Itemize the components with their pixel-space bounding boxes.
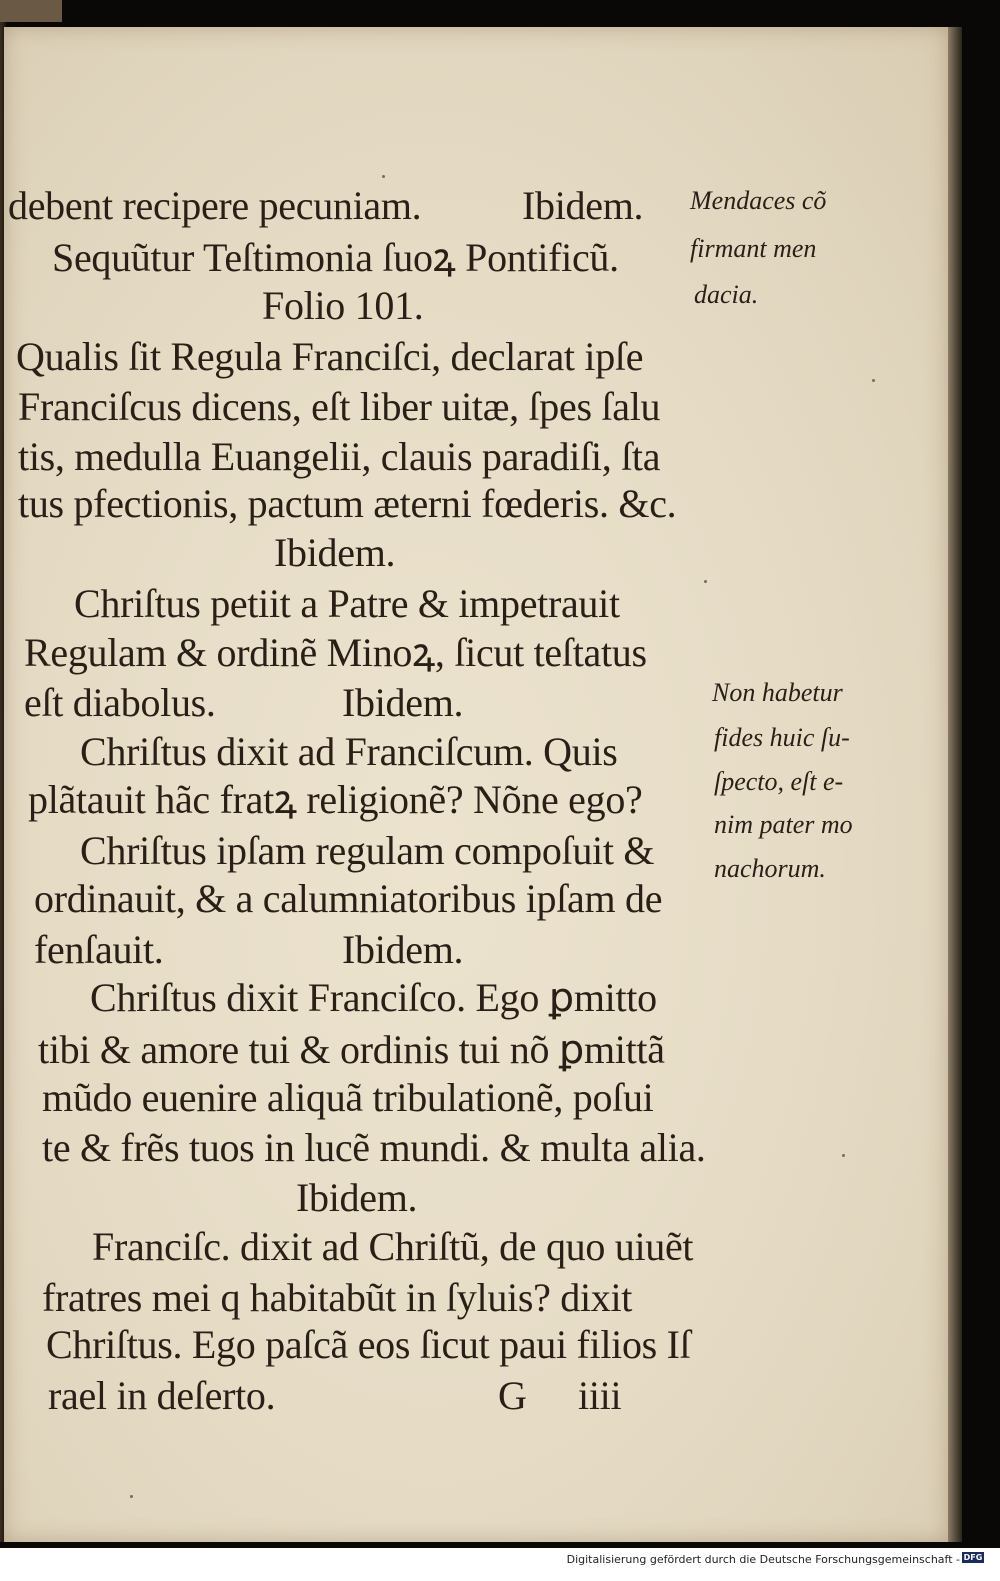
text-line: fenſauit. bbox=[34, 927, 164, 972]
paper-speck bbox=[130, 1495, 133, 1498]
margin-note: Mendaces cõ bbox=[690, 186, 827, 215]
text-line-reference: Ibidem. bbox=[274, 530, 396, 575]
page-fore-edge bbox=[948, 27, 962, 1542]
text-line: Chriſtus. Ego paſcã eos ſicut paui filios Iſ bbox=[46, 1322, 691, 1367]
text-line: rael in deſerto. bbox=[48, 1373, 276, 1418]
paper-speck bbox=[704, 580, 707, 583]
scan-corner-strip bbox=[0, 0, 62, 22]
text-line: Chriſtus dixit Franciſco. Ego ꝑmitto bbox=[90, 975, 657, 1020]
text-line: Chriſtus petiit a Patre & impetrauit bbox=[74, 581, 620, 626]
margin-note: nim pater mo bbox=[714, 810, 853, 839]
margin-note: firmant men bbox=[690, 234, 817, 263]
section-heading: Sequũtur Teſtimonia ſuoꝝ Pontificũ. bbox=[52, 235, 619, 280]
text-line: ordinauit, & a calumniatoribus ipſam de bbox=[34, 876, 663, 921]
text-line: Qualis ſit Regula Franciſci, declarat ipſe bbox=[16, 334, 644, 379]
text-line: Franciſc. dixit ad Chriſtũ, de quo uiuẽt bbox=[92, 1224, 694, 1269]
text-line: tus pfectionis, pactum æterni fœderis. &c. bbox=[18, 481, 677, 526]
signature-number: iiii bbox=[578, 1373, 622, 1418]
text-line: plãtauit hãc fratꝝ religionẽ? Nõne ego? bbox=[28, 777, 643, 822]
text-line: fratres mei q habitabũt in ſyluis? dixit bbox=[42, 1275, 633, 1320]
text-line-reference: Ibidem. bbox=[296, 1175, 418, 1220]
text-line: tibi & amore tui & ordinis tui nõ ꝑmittã bbox=[38, 1027, 665, 1072]
margin-note: Non habetur bbox=[712, 678, 843, 707]
paper-speck bbox=[842, 1154, 845, 1157]
margin-note: ſpecto, eſt e- bbox=[714, 767, 844, 796]
text-line: tis, medulla Euangelii, clauis paradiſi, ſta bbox=[18, 434, 661, 479]
text-line: Chriſtus ipſam regulam compoſuit & bbox=[80, 828, 655, 873]
digitization-credit: Digitalisierung gefördert durch die Deutsche Forschungsgemeinschaft - bbox=[566, 1553, 960, 1566]
text-line: mũdo euenire aliquã tribulationẽ, poſui bbox=[42, 1075, 654, 1120]
paper-speck bbox=[382, 175, 385, 178]
margin-note: dacia. bbox=[694, 280, 759, 309]
text-line: Franciſcus dicens, eſt liber uitæ, ſpes ſalu bbox=[18, 384, 661, 429]
margin-note: nachorum. bbox=[714, 854, 826, 883]
folio-reference: Folio 101. bbox=[262, 283, 424, 328]
text-line: Chriſtus dixit ad Franciſcum. Quis bbox=[80, 729, 618, 774]
margin-note: fides huic ſu- bbox=[714, 723, 850, 752]
paper-speck bbox=[872, 379, 875, 382]
text-line-reference: Ibidem. bbox=[342, 680, 464, 725]
text-line: debent recipere pecuniam. bbox=[8, 183, 422, 228]
text-line-reference: Ibidem. bbox=[342, 927, 464, 972]
text-line: eſt diabolus. bbox=[24, 680, 216, 725]
text-line-reference: Ibidem. bbox=[522, 183, 644, 228]
text-line: te & frẽs tuos in lucẽ mundi. & multa alia. bbox=[42, 1125, 706, 1170]
text-line: Regulam & ordinẽ Minoꝝ, ſicut teſtatus bbox=[24, 630, 647, 675]
dfg-logo: DFG bbox=[963, 1553, 983, 1562]
signature-mark: G bbox=[498, 1373, 527, 1418]
